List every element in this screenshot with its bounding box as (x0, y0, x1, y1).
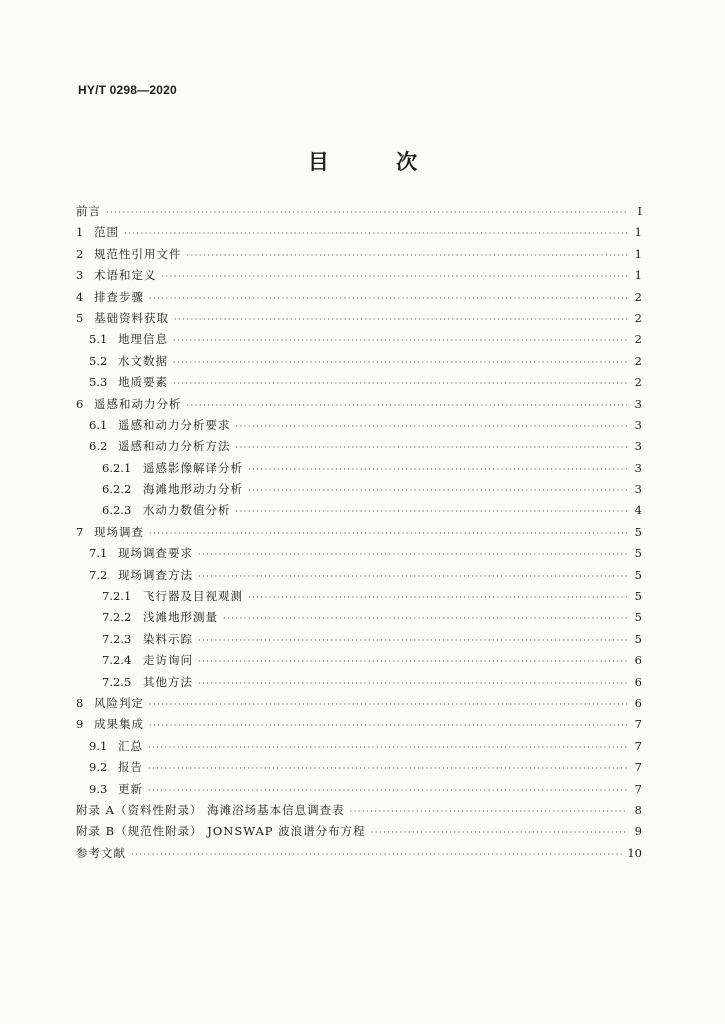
dot-leader (173, 336, 627, 345)
toc-entry-number: 9.1 (89, 738, 108, 753)
dot-leader (236, 443, 628, 452)
toc-entry-page: 3 (634, 439, 642, 454)
toc-entry-number: 9 (76, 717, 84, 732)
toc-entry[interactable] (76, 845, 642, 866)
toc-entry-label: 浅滩地形测量 (143, 610, 218, 625)
toc-entry[interactable] (76, 396, 642, 417)
toc-entry-page: 3 (634, 396, 642, 411)
dot-leader (148, 743, 627, 752)
toc-entry[interactable] (76, 502, 642, 523)
toc-entry[interactable] (76, 609, 642, 630)
toc-entry-label: 遥感和动力分析方法 (118, 439, 231, 454)
toc-entry-page: 5 (634, 610, 642, 625)
toc-entry-page: 8 (634, 802, 642, 817)
toc-entry[interactable] (76, 567, 642, 588)
toc-entry-label: 基础资料获取 (94, 310, 169, 325)
dot-leader (248, 465, 627, 474)
toc-entry-page: 7 (634, 738, 642, 753)
toc-entry-number: 4 (76, 289, 84, 304)
toc-entry-page: 6 (634, 674, 642, 689)
dot-leader (173, 358, 627, 367)
toc-entry-page: 3 (634, 417, 642, 432)
toc-entry-number: 6.2 (89, 439, 108, 454)
document-code: HY/T 0298—2020 (78, 83, 177, 97)
toc-entry-number: 7.2.4 (102, 653, 132, 668)
toc-entry-label: 走访询问 (143, 653, 193, 668)
toc-entry-label: 风险判定 (94, 695, 144, 710)
toc-entry-page: 1 (634, 246, 642, 261)
toc-entry-label: 飞行器及目视观测 (143, 589, 243, 604)
toc-entry-label: 报告 (118, 760, 143, 775)
toc-entry-page: 5 (634, 524, 642, 539)
toc-entry-number: 5.1 (89, 332, 108, 347)
toc-entry-label: 遥感和动力分析要求 (118, 417, 231, 432)
toc-entry-label: 其他方法 (143, 674, 193, 689)
toc-entry[interactable] (76, 781, 642, 802)
toc-entry[interactable] (76, 224, 642, 245)
dot-leader (148, 764, 627, 773)
toc-entry-page: 3 (634, 482, 642, 497)
dot-leader (223, 614, 627, 623)
toc-entry-number: 6.2.2 (102, 482, 132, 497)
toc-entry-number: 9.2 (89, 760, 108, 775)
toc-entry-label: 前言 (76, 204, 101, 218)
toc-entry-label: 范围 (94, 225, 119, 240)
toc-entry-page: 2 (634, 375, 642, 390)
toc-entry-number: 7.2.1 (102, 589, 132, 604)
dot-leader (124, 229, 627, 238)
toc-entry-label: 水动力数值分析 (143, 503, 231, 518)
toc-entry-page: 7 (634, 781, 642, 796)
dot-leader (131, 850, 622, 859)
toc-entry-number: 5.3 (89, 375, 108, 390)
page-title: 目 次 (307, 149, 448, 174)
toc-entry-label: 现场调查方法 (118, 567, 193, 582)
toc-entry-page: 1 (634, 225, 642, 240)
toc-entry-label: 遥感影像解译分析 (143, 460, 243, 475)
dot-leader (174, 315, 627, 324)
table-of-contents (76, 203, 642, 866)
toc-entry[interactable] (76, 374, 642, 395)
toc-entry-page: 10 (627, 845, 642, 860)
dot-leader (248, 593, 627, 602)
toc-entry[interactable] (76, 353, 642, 374)
toc-entry-page: Ⅰ (637, 204, 642, 218)
toc-entry[interactable] (76, 695, 642, 716)
toc-entry-label: 更新 (118, 781, 143, 796)
dot-leader (198, 550, 627, 559)
toc-entry-page: 5 (634, 631, 642, 646)
toc-entry[interactable] (76, 438, 642, 459)
toc-entry-number: 7.2.5 (102, 674, 132, 689)
dot-leader (187, 401, 628, 410)
toc-entry-label: 遥感和动力分析 (94, 396, 182, 411)
toc-entry-page: 4 (634, 503, 642, 518)
dot-leader (149, 529, 627, 538)
toc-entry[interactable] (76, 481, 642, 502)
toc-entry[interactable] (76, 674, 642, 695)
toc-entry-page: 7 (634, 717, 642, 732)
toc-entry-page: 6 (634, 695, 642, 710)
toc-entry-page: 5 (634, 589, 642, 604)
toc-entry[interactable] (76, 652, 642, 673)
dot-leader (148, 786, 627, 795)
toc-entry-page: 7 (634, 760, 642, 775)
toc-entry[interactable] (76, 246, 642, 267)
toc-entry-label: 规范性引用文件 (94, 246, 182, 261)
dot-leader (248, 486, 627, 495)
toc-entry-label: 现场调查要求 (118, 546, 193, 561)
dot-leader (187, 251, 628, 260)
toc-entry-page: 1 (634, 268, 642, 283)
toc-entry-number: 7.2.2 (102, 610, 132, 625)
toc-entry-number: 7.2.3 (102, 631, 132, 646)
toc-entry-number: 6.2.3 (102, 503, 132, 518)
dot-leader (149, 700, 627, 709)
toc-entry-number: 2 (76, 246, 84, 261)
toc-entry-page: 6 (634, 653, 642, 668)
toc-entry-number: 7.2 (89, 567, 108, 582)
toc-entry-page: 2 (634, 310, 642, 325)
toc-entry-label: 术语和定义 (94, 268, 157, 283)
toc-entry-number: 1 (76, 225, 84, 240)
toc-entry[interactable] (76, 310, 642, 331)
toc-entry[interactable] (76, 823, 642, 844)
dot-leader (371, 828, 627, 837)
toc-entry-page: 2 (634, 289, 642, 304)
toc-entry-label: 参考文献 (76, 845, 126, 860)
toc-entry[interactable] (76, 267, 642, 288)
toc-entry[interactable] (76, 524, 642, 545)
toc-entry-page: 2 (634, 353, 642, 368)
toc-entry-number: 6.2.1 (102, 460, 132, 475)
toc-entry[interactable] (76, 203, 642, 224)
toc-entry-number: 5.2 (89, 353, 108, 368)
toc-entry-number: 7.1 (89, 546, 108, 561)
toc-entry-page: 3 (634, 460, 642, 475)
dot-leader (149, 294, 627, 303)
toc-entry-page: 5 (634, 546, 642, 561)
toc-entry-number: 9.3 (89, 781, 108, 796)
toc-entry-label: 地质要素 (118, 375, 168, 390)
toc-entry-page: 2 (634, 332, 642, 347)
toc-entry-number: 7 (76, 524, 84, 539)
toc-entry-page: 9 (634, 824, 642, 839)
toc-entry[interactable] (76, 759, 642, 780)
dot-leader (106, 208, 627, 217)
dot-leader (350, 807, 627, 816)
dot-leader (198, 572, 627, 581)
toc-entry-label: 成果集成 (94, 717, 144, 732)
toc-entry[interactable] (76, 417, 642, 438)
toc-entry-number: 8 (76, 695, 84, 710)
dot-leader (198, 657, 627, 666)
toc-entry-label: 水文数据 (118, 353, 168, 368)
toc-entry-label: 现场调查 (94, 524, 144, 539)
toc-entry[interactable] (76, 331, 642, 352)
dot-leader (236, 507, 628, 516)
toc-entry-label: 海滩地形动力分析 (143, 482, 243, 497)
dot-leader (162, 272, 628, 281)
dot-leader (149, 721, 627, 730)
toc-entry[interactable] (76, 460, 642, 481)
toc-entry-number: 6 (76, 396, 84, 411)
toc-entry[interactable] (76, 738, 642, 759)
toc-entry-label: 染料示踪 (143, 631, 193, 646)
toc-entry-label: 附录 B（规范性附录） JONSWAP 波浪谱分布方程 (76, 824, 366, 839)
toc-entry[interactable] (76, 802, 642, 823)
toc-entry-number: 3 (76, 268, 84, 283)
toc-entry-number: 6.1 (89, 417, 108, 432)
toc-entry[interactable] (76, 716, 642, 737)
toc-entry-label: 附录 A（资料性附录） 海滩浴场基本信息调查表 (76, 802, 345, 817)
toc-entry-page: 5 (634, 567, 642, 582)
dot-leader (198, 679, 627, 688)
toc-entry-label: 汇总 (118, 738, 143, 753)
dot-leader (173, 379, 627, 388)
dot-leader (198, 636, 627, 645)
toc-entry[interactable] (76, 545, 642, 566)
toc-entry-label: 地理信息 (118, 332, 168, 347)
toc-entry[interactable] (76, 631, 642, 652)
dot-leader (236, 422, 628, 431)
toc-entry-label: 排查步骤 (94, 289, 144, 304)
toc-entry[interactable] (76, 289, 642, 310)
toc-entry-number: 5 (76, 310, 84, 325)
toc-entry[interactable] (76, 588, 642, 609)
